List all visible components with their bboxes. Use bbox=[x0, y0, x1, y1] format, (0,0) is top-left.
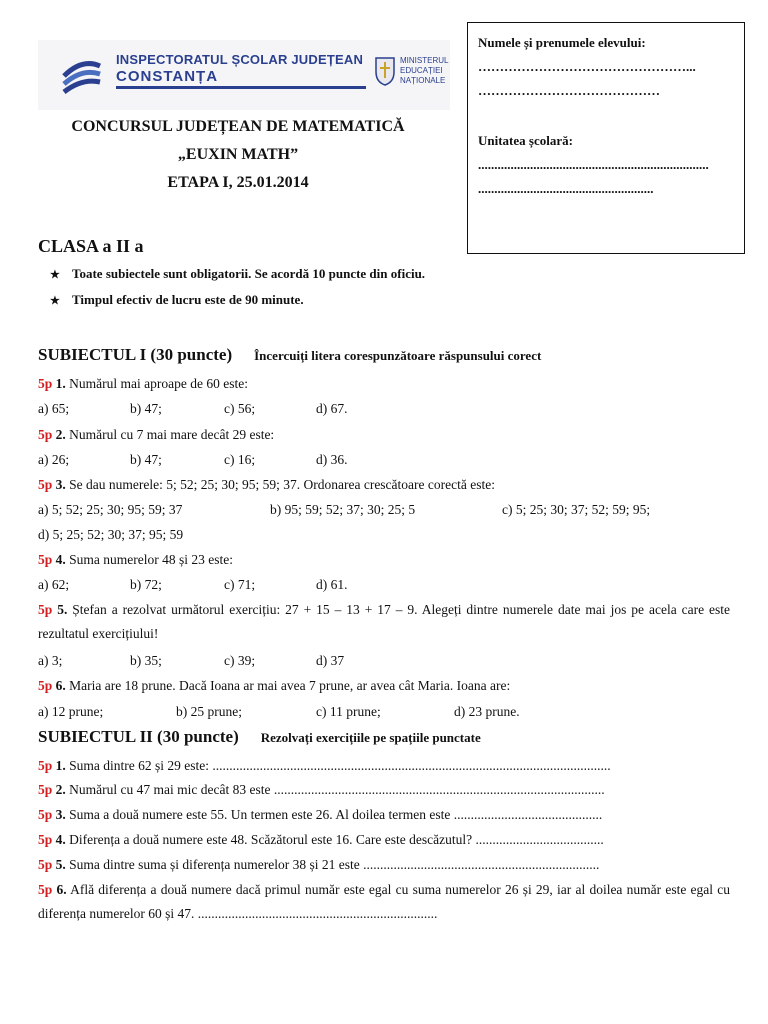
option-c[interactable]: c) 16; bbox=[224, 452, 256, 467]
question-1: 5p 1. Numărul mai aproape de 60 este: bbox=[38, 376, 248, 391]
option-a[interactable]: a) 26; bbox=[38, 452, 70, 467]
school-field-1[interactable]: ....................................................................... bbox=[478, 157, 709, 172]
student-name-field-1[interactable]: …………………………………………... bbox=[478, 59, 696, 74]
exercise-1[interactable]: 5p 1. Suma dintre 62 și 29 este: ...................................................................................................................... bbox=[38, 758, 611, 773]
exercise-6[interactable]: 5p 6. Află diferența a două numere dacă primul număr este egal cu suma numerelor 26 și 29, iar al doilea număr este egal cu diferența numerelor 60 și 47. ....................................................................... bbox=[38, 882, 730, 921]
option-c[interactable]: c) 5; 25; 30; 37; 52; 59; 95; bbox=[502, 502, 651, 517]
option-c[interactable]: c) 39; bbox=[224, 653, 256, 668]
question-4-options bbox=[38, 577, 730, 597]
option-d[interactable]: d) 61. bbox=[316, 577, 348, 592]
star-icon: ★ bbox=[50, 295, 60, 307]
option-d[interactable]: d) 5; 25; 52; 30; 37; 95; 59 bbox=[38, 527, 184, 542]
option-b[interactable]: b) 47; bbox=[130, 452, 162, 467]
question-2: 5p 2. Numărul cu 7 mai mare decât 29 este: bbox=[38, 427, 275, 442]
section-1-heading: SUBIECTUL I (30 puncte) Încercuiți litera corespunzătoare răspunsului corect bbox=[38, 345, 542, 364]
class-heading: CLASA a II a bbox=[38, 236, 144, 256]
logo-underline bbox=[116, 86, 366, 89]
question-6-options bbox=[38, 704, 730, 724]
option-c[interactable]: c) 71; bbox=[224, 577, 256, 592]
option-d[interactable]: d) 37 bbox=[316, 653, 345, 668]
option-a[interactable]: a) 12 prune; bbox=[38, 704, 104, 719]
star-icon: ★ bbox=[50, 269, 60, 281]
contest-title: CONCURSUL JUDEȚEAN DE MATEMATICĂ bbox=[71, 118, 405, 135]
option-b[interactable]: b) 72; bbox=[130, 577, 162, 592]
exercise-3[interactable]: 5p 3. Suma a două numere este 55. Un termen este 26. Al doilea termen este ............................................ bbox=[38, 807, 603, 822]
logo-line1: INSPECTORATUL ȘCOLAR JUDEȚEAN bbox=[116, 52, 364, 67]
option-c[interactable]: c) 11 prune; bbox=[316, 704, 381, 719]
exercise-5[interactable]: 5p 5. Suma dintre suma și diferența numerelor 38 și 21 este ...................................................................... bbox=[38, 857, 600, 872]
student-info-box bbox=[467, 22, 745, 254]
exercise-2[interactable]: 5p 2. Numărul cu 47 mai mic decât 83 este .................................................................................................. bbox=[38, 782, 605, 797]
question-3-options bbox=[38, 502, 730, 522]
question-3: 5p 3. Se dau numerele: 5; 52; 25; 30; 95; 59; 37. Ordonarea crescătoare corectă este: bbox=[38, 477, 495, 492]
inspectorate-emblem-icon bbox=[60, 54, 104, 98]
school-field-2[interactable]: ...................................................... bbox=[478, 181, 654, 196]
question-5-options bbox=[38, 653, 730, 673]
rule-item: ★ Timpul efectiv de lucru este de 90 minute. bbox=[50, 292, 304, 307]
option-a[interactable]: a) 3; bbox=[38, 653, 63, 668]
option-b[interactable]: b) 95; 59; 52; 37; 30; 25; 5 bbox=[270, 502, 416, 517]
option-d[interactable]: d) 36. bbox=[316, 452, 348, 467]
exercise-4[interactable]: 5p 4. Diferența a două numere este 48. Scăzătorul este 16. Care este descăzutul? ...................................... bbox=[38, 832, 604, 847]
question-2-options bbox=[38, 452, 730, 472]
contest-titles bbox=[38, 118, 438, 202]
question-4: 5p 4. Suma numerelor 48 și 23 este: bbox=[38, 552, 233, 567]
question-5: 5p 5. Ștefan a rezolvat următorul exercițiu: 27 + 15 – 13 + 17 – 9. Alegeți dintre numerele date mai jos pe acela care este rezultatul exercițiului! bbox=[38, 602, 731, 641]
option-c[interactable]: c) 56; bbox=[224, 401, 256, 416]
option-b[interactable]: b) 47; bbox=[130, 401, 162, 416]
option-d[interactable]: d) 67. bbox=[316, 401, 348, 416]
option-a[interactable]: a) 65; bbox=[38, 401, 70, 416]
question-3-option-d-row bbox=[38, 527, 730, 547]
school-label: Unitatea școlară: bbox=[478, 133, 573, 148]
inspectorate-logo bbox=[38, 40, 450, 110]
student-name-field-2[interactable]: …………………………………… bbox=[478, 83, 660, 98]
question-1-options bbox=[38, 401, 730, 421]
rule-item: ★ Toate subiectele sunt obligatorii. Se acordă 10 puncte din oficiu. bbox=[50, 266, 426, 281]
ministry-crest-icon bbox=[374, 56, 396, 86]
contest-stage: ETAPA I, 25.01.2014 bbox=[167, 174, 309, 191]
ministry-label: MINISTERUL EDUCAȚIEI NAȚIONALE bbox=[400, 56, 449, 85]
logo-line2: CONSTANȚA bbox=[116, 68, 219, 85]
student-name-label: Numele și prenumele elevului: bbox=[478, 35, 646, 50]
option-b[interactable]: b) 35; bbox=[130, 653, 162, 668]
question-6: 5p 6. Maria are 18 prune. Dacă Ioana ar mai avea 7 prune, ar avea cât Maria. Ioana are: bbox=[38, 678, 511, 693]
option-a[interactable]: a) 62; bbox=[38, 577, 70, 592]
section-2-heading: SUBIECTUL II (30 puncte) Rezolvați exercițiile pe spațiile punctate bbox=[38, 727, 481, 746]
option-d[interactable]: d) 23 prune. bbox=[454, 704, 520, 719]
option-b[interactable]: b) 25 prune; bbox=[176, 704, 242, 719]
contest-name: „EUXIN MATH” bbox=[177, 146, 299, 163]
option-a[interactable]: a) 5; 52; 25; 30; 95; 59; 37 bbox=[38, 502, 183, 517]
